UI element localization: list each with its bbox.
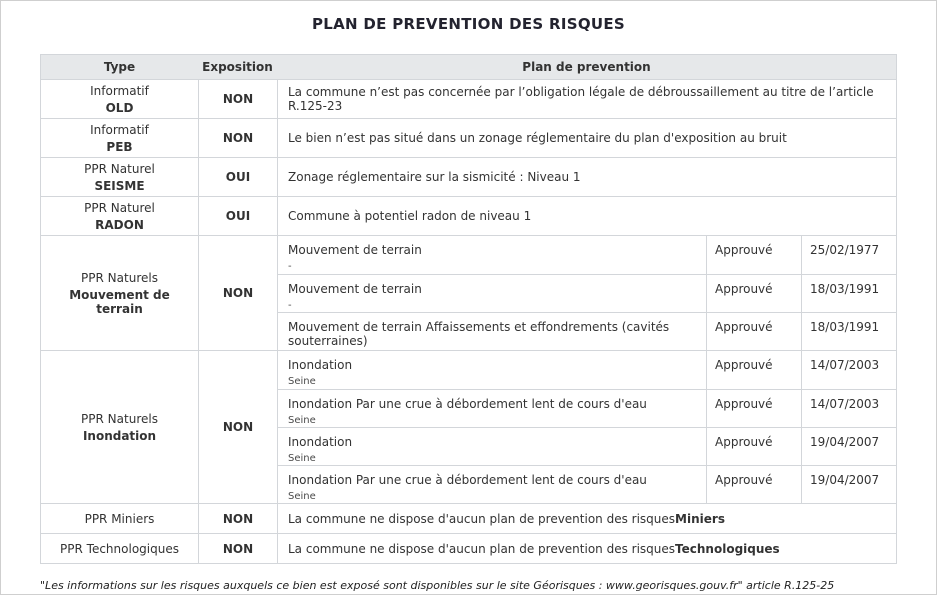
plan-status: Approuvé	[706, 275, 801, 312]
plan-cell: Le bien n’est pas situé dans un zonage réglementaire du plan d'exposition au bruit	[277, 119, 896, 157]
type-code: Mouvement de terrain	[69, 287, 170, 316]
plan-cell: Zonage réglementaire sur la sismicité : Niveau 1	[277, 158, 896, 196]
type-category: Informatif	[90, 122, 149, 137]
plan-text: La commune ne dispose d'aucun plan de prevention des risques	[288, 541, 676, 556]
plan-status: Approuvé	[706, 466, 801, 503]
type-category: PPR Naturels	[81, 411, 158, 426]
risk-table	[40, 54, 897, 564]
plan-label: Inondation	[288, 358, 353, 372]
exposition-cell: NON	[198, 504, 277, 533]
table-row-group-inondation	[41, 350, 896, 503]
plan-description	[278, 428, 706, 465]
type-code: SEISME	[94, 178, 145, 193]
type-cell	[41, 119, 198, 157]
header-exposition: Exposition	[202, 60, 273, 74]
plan-cell: Commune à potentiel radon de niveau 1	[277, 197, 896, 235]
plan-description	[278, 390, 706, 427]
type-cell	[41, 351, 198, 503]
type-code: RADON	[95, 217, 144, 232]
plan-date: 14/07/2003	[801, 390, 896, 427]
table-row-seisme	[41, 157, 896, 196]
exposition-cell: NON	[198, 534, 277, 563]
plan-sublabel: -	[288, 261, 292, 272]
table-row-peb	[41, 118, 896, 157]
plan-subtable	[277, 351, 896, 503]
plan-status: Approuvé	[706, 351, 801, 389]
type-cell	[41, 80, 198, 118]
type-category: PPR Naturels	[81, 270, 158, 285]
plan-subrow	[278, 236, 896, 274]
exposition-cell: NON	[198, 119, 277, 157]
plan-sublabel: Seine	[288, 376, 316, 387]
type-category: PPR Naturel	[84, 200, 155, 215]
plan-date: 18/03/1991	[801, 275, 896, 312]
exposition-cell: NON	[198, 351, 277, 503]
plan-label: Inondation Par une crue à débordement lent de cours d'eau	[288, 473, 647, 487]
plan-text: La commune ne dispose d'aucun plan de prevention des risques	[288, 511, 676, 526]
plan-subrow	[278, 351, 896, 389]
plan-cell	[277, 534, 896, 563]
plan-date: 18/03/1991	[801, 313, 896, 350]
plan-cell	[277, 504, 896, 533]
type-cell	[41, 236, 198, 350]
footer-note: "Les informations sur les risques auxquels ce bien est exposé sont disponibles sur le site Géorisques : www.georisques.gouv.fr" article R.125-25	[40, 579, 835, 592]
plan-sublabel: -	[288, 300, 292, 311]
type-code: Inondation	[82, 428, 157, 443]
type-cell: PPR Miniers	[84, 511, 155, 526]
plan-subrow	[278, 465, 896, 503]
plan-label: Mouvement de terrain	[288, 243, 422, 257]
table-row-technologiques	[41, 533, 896, 563]
type-cell	[41, 158, 198, 196]
plan-label: Inondation Par une crue à débordement lent de cours d'eau	[288, 397, 647, 411]
plan-label: Mouvement de terrain Affaissements et effondrements (cavités souterraines)	[288, 320, 670, 348]
type-code: PEB	[106, 139, 133, 154]
type-cell: PPR Technologiques	[60, 541, 179, 556]
plan-status: Approuvé	[706, 313, 801, 350]
table-row-group-mouvement	[41, 235, 896, 350]
plan-description	[278, 351, 706, 389]
exposition-cell: OUI	[198, 197, 277, 235]
header-plan: Plan de prevention	[522, 60, 651, 74]
plan-label: Mouvement de terrain	[288, 282, 422, 296]
plan-sublabel: Seine	[288, 453, 316, 464]
plan-description	[278, 236, 706, 274]
page-title: PLAN DE PREVENTION DES RISQUES	[311, 15, 626, 33]
plan-cell: La commune n’est pas concernée par l’obligation légale de débroussaillement au titre de l’article R.125-23	[277, 80, 896, 118]
plan-subrow	[278, 389, 896, 427]
plan-sublabel: Seine	[288, 491, 316, 502]
table-row-radon	[41, 196, 896, 235]
plan-status: Approuvé	[706, 390, 801, 427]
plan-subrow	[278, 274, 896, 312]
plan-date: 14/07/2003	[801, 351, 896, 389]
exposition-cell: NON	[198, 80, 277, 118]
plan-label: Inondation	[288, 435, 353, 449]
table-row-miniers	[41, 503, 896, 533]
plan-date: 19/04/2007	[801, 466, 896, 503]
type-cell	[41, 197, 198, 235]
plan-text-bold: Miniers	[675, 511, 725, 526]
plan-subrow	[278, 427, 896, 465]
plan-subrow	[278, 312, 896, 350]
plan-subtable	[277, 236, 896, 350]
plan-date: 25/02/1977	[801, 236, 896, 274]
plan-status: Approuvé	[706, 428, 801, 465]
type-category: Informatif	[90, 83, 149, 98]
type-code: OLD	[105, 100, 134, 115]
plan-date: 19/04/2007	[801, 428, 896, 465]
table-header	[41, 55, 896, 79]
plan-description	[278, 275, 706, 312]
exposition-cell: NON	[198, 236, 277, 350]
table-row-old	[41, 79, 896, 118]
plan-status: Approuvé	[706, 236, 801, 274]
plan-description	[278, 466, 706, 503]
type-category: PPR Naturel	[84, 161, 155, 176]
plan-description	[278, 313, 706, 350]
plan-text-bold: Technologiques	[675, 541, 780, 556]
header-type: Type	[103, 60, 136, 74]
exposition-cell: OUI	[198, 158, 277, 196]
plan-sublabel: Seine	[288, 415, 316, 426]
